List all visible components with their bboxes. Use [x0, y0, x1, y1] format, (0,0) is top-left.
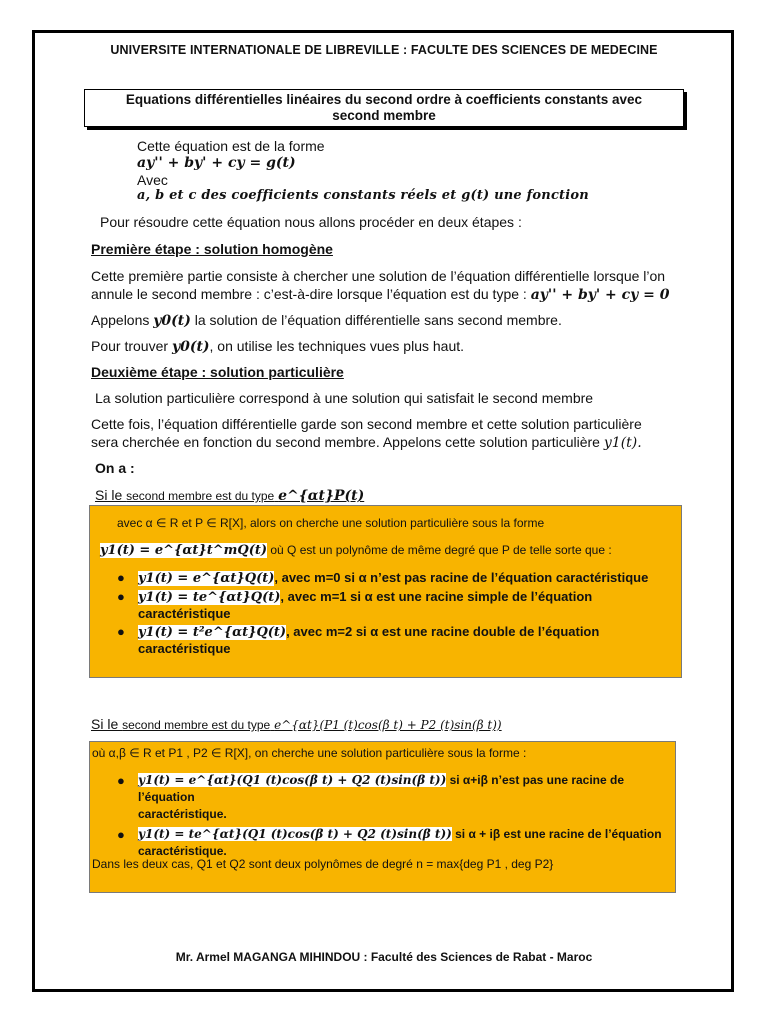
document-title-box	[84, 89, 684, 127]
title-line-1: Equations différentielles linéaires du second ordre à coefficients constants avec	[125, 92, 643, 107]
step2-para2-line2: sera cherchée en fonction du second membre. Appelons cette solution particulière y1(t).	[91, 434, 642, 451]
title-line-2: second membre	[332, 108, 436, 123]
case1-box-form: y1(t) = e^{αt}t^mQ(t) où Q est un polynôme de même degré que P de telle sorte que :	[100, 543, 612, 558]
case1-box	[89, 505, 682, 678]
case1-bullet-m1: ● y1(t) = te^{αt}Q(t), avec m=1 si α est une racine simple de l’équation caractéristique	[117, 589, 593, 621]
case2-box	[89, 741, 676, 893]
case2-conclusion: Dans les deux cas, Q1 et Q2 sont deux polynômes de degré n = max{deg P1 , deg P2}	[92, 857, 554, 871]
homogeneous-equation: ay'' + by' + cy = 0	[530, 287, 670, 303]
bullet-icon: ●	[117, 570, 125, 585]
step2-para1: La solution particulière correspond à une solution qui satisfait le second membre	[95, 390, 594, 406]
case2-bullet-root: ● y1(t) = te^{αt}(Q1 (t)cos(β t) + Q2 (t)sin(β t)) si α + iβ est une racine de l’équation caractéristique.	[117, 827, 662, 858]
case2-heading: Si le second membre est du type e^{αt}(P1 (t)cos(β t) + P2 (t)sin(β t))	[91, 716, 502, 732]
case1-bullet-m0: ● y1(t) = e^{αt}Q(t), avec m=0 si α n’est pas racine de l’équation caractéristique	[117, 570, 649, 586]
step1-para3: Pour trouver y0(t), on utilise les techniques vues plus haut.	[91, 338, 465, 355]
case1-box-intro: avec α ∈ R et P ∈ R[X], alors on cherche une solution particulière sous la forme	[117, 516, 545, 530]
case2-bullet-not-root: ● y1(t) = e^{αt}(Q1 (t)cos(β t) + Q2 (t)sin(β t)) si α+iβ n’est pas une racine de l’équation caractéristique.	[117, 773, 625, 821]
page-footer: Mr. Armel MAGANGA MIHINDOU : Faculté des Sciences de Rabat - Maroc	[175, 950, 593, 964]
steps-intro: Pour résoudre cette équation nous allons procéder en deux étapes :	[100, 214, 522, 230]
step2-heading: Deuxième étape : solution particulière	[91, 364, 344, 380]
case1-heading: Si le second membre est du type e^{αt}P(t)	[95, 487, 365, 504]
on-a-label: On a :	[95, 460, 135, 476]
bullet-icon: ●	[117, 624, 125, 639]
avec-label: Avec	[137, 172, 168, 188]
step1-para1-line1: Cette première partie consiste à chercher une solution de l’équation différentielle lorsque l’on	[91, 268, 666, 284]
step2-para2-line1: Cette fois, l’équation différentielle garde son second membre et cette solution particulière	[91, 416, 642, 432]
case2-box-intro: où α,β ∈ R et P1 , P2 ∈ R[X], on cherche une solution particulière sous la forme :	[92, 746, 527, 760]
bullet-icon: ●	[117, 827, 125, 842]
case2-bullets	[117, 772, 668, 860]
general-equation: ay'' + by' + cy = g(t)	[137, 155, 296, 171]
page-header: UNIVERSITE INTERNATIONALE DE LIBREVILLE : FACULTE DES SCIENCES DE MEDECINE	[110, 43, 658, 57]
step1-para1-line2: annule le second membre : c’est-à-dire lorsque l’équation est du type : ay'' + by' + cy = 0	[91, 286, 670, 303]
case1-bullet-m2: ● y1(t) = t²e^{αt}Q(t), avec m=2 si α est une racine double de l’équation caractéristique	[117, 624, 600, 656]
form-label: Cette équation est de la forme	[137, 138, 325, 154]
bullet-icon: ●	[117, 773, 125, 788]
coefficients-statement: a, b et c des coefficients constants réels et g(t) une fonction	[137, 188, 589, 203]
bullet-icon: ●	[117, 589, 125, 604]
step1-para2: Appelons y0(t) la solution de l’équation différentielle sans second membre.	[91, 312, 562, 329]
case1-bullets	[117, 570, 668, 657]
step1-heading: Première étape : solution homogène	[91, 241, 333, 257]
